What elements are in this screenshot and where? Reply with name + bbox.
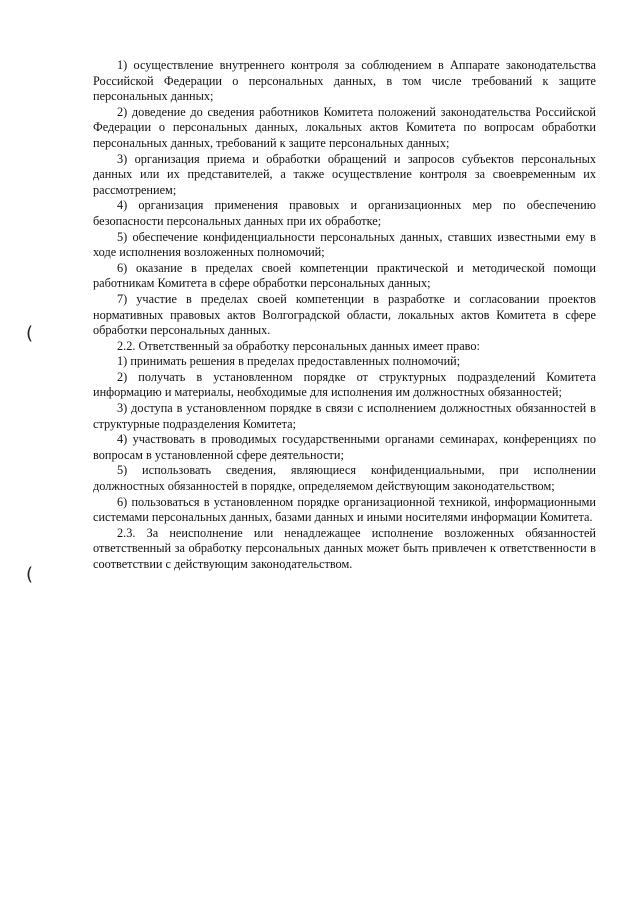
duty-item-3: 3) организация приема и обработки обращений и запросов субъектов персональных данных или их представителей, а также осуществление контроля за своевременным их рассмотрением; (93, 151, 596, 197)
section-heading-2-2: 2.2. Ответственный за обработку персональных данных имеет право: (117, 338, 480, 353)
binder-hole-mark-icon: ( (26, 564, 34, 585)
right-item-6: 6) пользоваться в установленном порядке организационной техникой, информационными системами персональных данных, базами данных и иными носителями информации Комитета. (93, 494, 596, 525)
duty-item-5: 5) обеспечение конфиденциальности персональных данных, ставших известными ему в ходе исполнения возложенных полномочий; (93, 229, 596, 260)
right-item-2: 2) получать в установленном порядке от структурных подразделений Комитета информацию и материалы, необходимые для исполнения им должностных обязанностей; (93, 369, 596, 400)
right-item-5: 5) использовать сведения, являющиеся конфиденциальными, при исполнении должностных обязанностей в порядке, определяемом действующим законодательством; (93, 463, 596, 494)
duty-item-2: 2) доведение до сведения работников Комитета положений законодательства Российской Федерации о персональных данных, локальных актов Комитета по вопросам обработки персональных данных, требований к защите персональных данных; (93, 104, 596, 150)
duty-item-4: 4) организация применения правовых и организационных мер по обеспечению безопасности персональных данных при их обработке; (93, 198, 596, 228)
document-body (93, 58, 596, 573)
duty-item-7: 7) участие в пределах своей компетенции в разработке и согласовании проектов нормативных правовых актов Волгоградской области, локальных актов Комитета в сфере обработки персональных данных. (93, 291, 596, 338)
right-item-3: 3) доступа в установленном порядке в связи с исполнением должностных обязанностей в структурные подразделения Комитета; (93, 401, 596, 431)
right-item-1: 1) принимать решения в пределах предоставленных полномочий; (117, 354, 461, 369)
duty-item-6: 6) оказание в пределах своей компетенции практической и методической помощи работникам Комитета в сфере обработки персональных данных; (93, 260, 596, 291)
section-paragraph-2-3: 2.3. За неисполнение или ненадлежащее исполнение возложенных обязанностей ответственный за обработку персональных данных может быть привлечен к ответственности в соответствии с действующим законодательством. (93, 525, 596, 571)
duty-item-1: 1) осуществление внутреннего контроля за соблюдением в Аппарате законодательства Российской Федерации о персональных данных, в том числе требований к защите персональных данных; (93, 58, 596, 104)
binder-hole-mark-icon: ( (26, 323, 34, 344)
right-item-4: 4) участвовать в проводимых государственными органами семинарах, конференциях по вопросам в установленной сфере деятельности; (93, 432, 596, 462)
